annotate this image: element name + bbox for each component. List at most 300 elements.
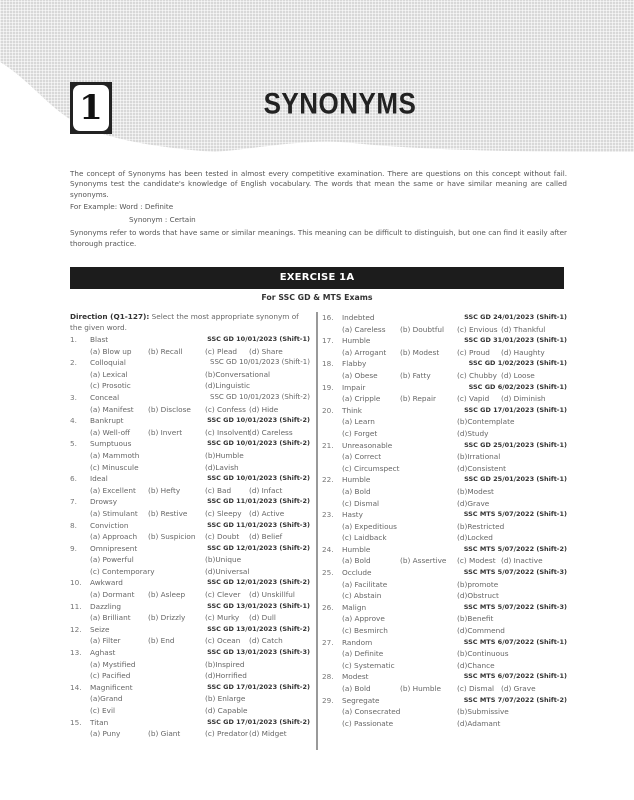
answer-option: (a) Expeditious [342, 521, 397, 531]
answer-option: (d) Haughty [501, 347, 545, 357]
question-source: SSC GD 10/01/2023 (Shift-2) [207, 439, 310, 448]
question-item [70, 717, 310, 740]
answer-option: (b) Drizzly [148, 613, 186, 623]
answer-options [322, 579, 567, 602]
question-list-right [322, 312, 567, 729]
question-number: 4. [70, 416, 77, 426]
answer-option: (c) Sleepy [205, 508, 242, 518]
questions-column-left [70, 312, 310, 740]
answer-option: (b) Suspicion [148, 532, 196, 542]
answer-option: (a) Learn [342, 417, 375, 427]
question-number: 13. [70, 648, 82, 658]
question-word: Hasty [342, 510, 363, 520]
question-header [322, 335, 567, 347]
question-number: 1. [70, 335, 77, 344]
question-header [70, 438, 310, 450]
answer-option: (a) Consecrated [342, 707, 401, 717]
question-item [70, 392, 310, 415]
answer-options [70, 404, 310, 416]
answer-option: (c) Pacified [90, 671, 131, 681]
answer-option: (b)Irrational [457, 452, 501, 462]
question-item [70, 415, 310, 438]
answer-option: (d)Obstruct [457, 591, 499, 601]
question-word: Ideal [90, 474, 108, 484]
answer-option: (c) Bad [205, 485, 232, 495]
question-number: 3. [70, 392, 77, 402]
answer-option: (d) Inactive [501, 556, 543, 566]
question-item [322, 567, 567, 602]
answer-option: (d) Loose [501, 370, 535, 380]
question-header [322, 544, 567, 556]
question-word: Awkward [90, 578, 123, 588]
answer-option: (d)Grave [457, 498, 490, 508]
question-source: SSC GD 13/01/2023 (Shift-3) [207, 648, 310, 657]
question-number: 26. [322, 602, 334, 612]
answer-option: (c) Plead [205, 346, 238, 356]
answer-option: (a) Mammoth [90, 450, 140, 460]
question-source: SSC GD 1/02/2023 (Shift-1) [468, 359, 567, 368]
question-item [322, 312, 567, 335]
answer-option: (b) Disclose [148, 404, 191, 414]
question-header [322, 567, 567, 579]
question-header [70, 717, 310, 729]
example-word: For Example: Word : Definite [70, 201, 174, 211]
question-word: Seize [90, 624, 110, 634]
answer-options [322, 706, 567, 729]
question-item [322, 358, 567, 381]
question-item [70, 496, 310, 519]
question-source: SSC GD 10/01/2023 (Shift-2) [210, 392, 310, 401]
answer-option: (c) Besmirch [342, 626, 388, 636]
answer-options [70, 589, 310, 601]
answer-option: (c) Confess [205, 404, 246, 414]
question-number: 21. [322, 440, 334, 450]
answer-option: (b)Inspired [205, 659, 245, 669]
answer-option: (c) Minuscule [90, 462, 139, 472]
question-list-left [70, 334, 310, 740]
answer-option: (c) Laidback [342, 533, 387, 543]
question-header [322, 602, 567, 614]
answer-option: (d) Share [249, 346, 283, 356]
answer-option: (b)promote [457, 579, 499, 589]
answer-options [322, 555, 567, 567]
answer-option: (d) Midget [249, 729, 287, 739]
answer-option: (c) Circumspect [342, 463, 400, 473]
answer-options [322, 648, 567, 671]
question-number: 15. [70, 717, 82, 727]
question-item [70, 624, 310, 647]
answer-option: (a) Approve [342, 614, 385, 624]
answer-option: (b) Hefty [148, 485, 181, 495]
question-source: SSC GD 10/01/2023 (Shift-2) [207, 474, 310, 483]
exercise-subtitle: For SSC GD & MTS Exams [261, 293, 373, 302]
question-word: Occlude [342, 568, 372, 578]
answer-option: (c) Modest [457, 556, 496, 566]
answer-option: (a) Approach [90, 532, 138, 542]
exercise-title-bar: EXERCISE 1A [70, 267, 564, 289]
question-word: Magnificent [90, 682, 133, 692]
answer-option: (b) Enlarge [205, 694, 246, 704]
question-word: Malign [342, 602, 367, 612]
question-item [322, 637, 567, 672]
answer-option: (c) Abstain [342, 591, 382, 601]
answer-option: (a) Cripple [342, 394, 381, 404]
answer-option: (b) Modest [400, 347, 440, 357]
answer-option: (b) Asleep [148, 590, 186, 600]
answer-option: (d) Thankful [501, 324, 546, 334]
answer-option: (d) Infact [249, 485, 283, 495]
question-number: 20. [322, 405, 334, 415]
answer-option: (b) Restive [148, 508, 188, 518]
answer-option: (c) Passionate [342, 718, 394, 728]
answer-option: (a) Bold [342, 684, 371, 693]
question-word: Impair [342, 382, 366, 392]
answer-option: (d)Study [457, 428, 489, 438]
question-number: 11. [70, 601, 82, 611]
question-word: Humble [342, 336, 371, 346]
answer-option: (d) Diminish [501, 394, 546, 404]
question-source: SSC GD 17/01/2023 (Shift-2) [207, 682, 310, 691]
answer-option: (c) Vapid [457, 394, 490, 404]
question-item [322, 544, 567, 567]
question-source: SSC MTS 6/07/2022 (Shift-1) [463, 637, 567, 646]
question-source: SSC GD 10/01/2023 (Shift-1) [210, 358, 310, 367]
question-item [322, 440, 567, 475]
answer-option: (b)Benefit [457, 614, 494, 624]
answer-option: (c) Evil [90, 706, 116, 715]
answer-option: (a) Facilitate [342, 579, 388, 589]
answer-option: (a) Manifest [90, 404, 134, 414]
answer-option: (c) Ocean [205, 636, 241, 646]
answer-options [322, 486, 567, 509]
answer-options [322, 613, 567, 636]
answer-option: (b) Humble [400, 684, 442, 693]
answer-option: (d) Hide [249, 404, 279, 414]
question-header [70, 520, 310, 532]
question-item [70, 543, 310, 578]
answer-option: (c) Systematic [342, 660, 395, 670]
answer-option: (b) Assertive [400, 556, 447, 566]
answer-option: (b)Conversational [205, 369, 271, 379]
answer-option: (d) Active [249, 508, 285, 518]
answer-options [70, 693, 310, 716]
question-item [70, 438, 310, 473]
answer-options [322, 451, 567, 474]
answer-option: (a) Bold [342, 486, 371, 496]
question-source: SSC GD 10/01/2023 (Shift-2) [207, 416, 310, 425]
question-item [322, 671, 567, 694]
answer-option: (d) Catch [249, 636, 283, 646]
column-divider [316, 312, 318, 750]
question-header [322, 440, 567, 452]
question-word: Colloquial [90, 358, 126, 368]
question-number: 5. [70, 439, 77, 449]
answer-option: (b)Submissive [457, 707, 509, 717]
question-word: Aghast [90, 648, 116, 658]
answer-options [322, 347, 567, 359]
answer-option: (b)Continuous [457, 649, 509, 659]
answer-options [70, 346, 310, 358]
answer-option: (d) Dull [249, 613, 276, 623]
question-item [322, 335, 567, 358]
direction-label: Direction (Q1-127): [70, 312, 150, 321]
question-source: SSC GD 10/01/2023 (Shift-1) [207, 335, 310, 343]
question-header [322, 312, 567, 324]
answer-options [70, 659, 310, 682]
question-source: SSC GD 11/01/2023 (Shift-3) [207, 520, 310, 529]
question-number: 8. [70, 520, 77, 530]
question-source: SSC GD 12/01/2023 (Shift-2) [207, 578, 310, 587]
answer-option: (b) Fatty [400, 370, 431, 380]
answer-option: (a) Correct [342, 452, 382, 462]
question-header [322, 695, 567, 707]
question-header [70, 496, 310, 508]
direction-body: Select the most appropriate synonym of the given word. [70, 312, 299, 332]
question-item [322, 509, 567, 544]
question-number: 23. [322, 510, 334, 520]
question-number: 25. [322, 568, 334, 578]
question-source: SSC GD 25/01/2023 (Shift-1) [464, 475, 567, 484]
answer-options [322, 324, 567, 336]
answer-option: (a) Puny [90, 729, 121, 739]
answer-option: (c) Insolvent [205, 427, 251, 437]
question-word: Flabby [342, 359, 367, 369]
answer-options [70, 635, 310, 647]
question-word: Dazzling [90, 601, 122, 611]
question-item [322, 474, 567, 509]
answer-option: (d)Consistent [457, 463, 506, 473]
question-source: SSC MTS 5/07/2022 (Shift-3) [463, 568, 567, 577]
question-header [70, 577, 310, 589]
question-item [322, 695, 567, 730]
question-item [322, 602, 567, 637]
answer-option: (b)Humble [205, 450, 244, 460]
question-header [322, 474, 567, 486]
answer-option: (c) Forget [342, 428, 378, 438]
intro-paragraph-2: Synonyms refer to words that have same or similar meanings. This meaning can be difficult to distinguish, but one can find it easily after thorough practice. [70, 228, 567, 248]
question-number: 14. [70, 682, 82, 692]
answer-options [70, 728, 310, 740]
question-item [70, 357, 310, 392]
question-header [322, 637, 567, 649]
question-word: Humble [342, 475, 371, 485]
answer-option: (a) Careless [342, 324, 386, 334]
question-number: 9. [70, 543, 77, 553]
question-header [70, 543, 310, 555]
answer-option: (a) Bold [342, 556, 371, 566]
question-word: Random [342, 637, 373, 647]
chapter-title: SYNONYMS [263, 85, 417, 121]
question-header [70, 415, 310, 427]
answer-options [70, 508, 310, 520]
question-source: SSC MTS 6/07/2022 (Shift-1) [463, 672, 567, 681]
question-source: SSC GD 25/01/2023 (Shift-1) [464, 440, 567, 449]
answer-option: (d) Grave [501, 684, 536, 693]
question-source: SSC MTS 5/07/2022 (Shift-2) [463, 544, 567, 553]
answer-option: (b)Unique [205, 555, 242, 565]
question-source: SSC GD 31/01/2023 (Shift-1) [464, 336, 567, 345]
question-word: Titan [90, 717, 109, 727]
answer-option: (b) End [148, 636, 175, 646]
example-synonym: Synonym : Certain [129, 215, 196, 225]
question-header [70, 392, 310, 404]
question-header [322, 405, 567, 417]
question-source: SSC GD 13/01/2023 (Shift-1) [207, 601, 310, 610]
answer-options [70, 427, 310, 439]
question-number: 18. [322, 359, 334, 369]
answer-option: (a) Powerful [90, 555, 134, 565]
question-number: 16. [322, 313, 334, 322]
answer-option: (a) Blow up [90, 346, 132, 356]
answer-option: (c) Clever [205, 590, 241, 600]
answer-option: (d)Chance [457, 660, 495, 670]
question-number: 27. [322, 637, 334, 647]
answer-option: (c) Chubby [457, 370, 497, 380]
question-header [322, 509, 567, 521]
question-word: Indebted [342, 313, 375, 322]
answer-option: (b) Repair [400, 394, 437, 404]
answer-option: (a) Obese [342, 370, 378, 380]
answer-option: (b) Recall [148, 346, 183, 356]
answer-options [70, 531, 310, 543]
answer-options [70, 369, 310, 392]
question-word: Conviction [90, 520, 129, 530]
question-number: 24. [322, 544, 334, 554]
question-word: Unreasonable [342, 440, 393, 450]
answer-option: (b) Giant [148, 729, 181, 739]
question-word: Drowsy [90, 497, 118, 507]
answer-options [322, 683, 567, 695]
question-source: SSC MTS 5/07/2022 (Shift-3) [463, 602, 567, 611]
answer-option: (a) Arrogant [342, 347, 387, 357]
answer-option: (d)Locked [457, 533, 493, 543]
question-word: Think [342, 405, 362, 415]
answer-option: (a) Brilliant [90, 613, 131, 623]
answer-option: (c) Dismal [342, 498, 380, 508]
answer-option: (a) Mystified [90, 659, 136, 669]
question-source: SSC MTS 5/07/2022 (Shift-1) [463, 510, 567, 519]
answer-option: (a) Definite [342, 649, 384, 659]
question-number: 28. [322, 672, 334, 682]
question-header [70, 473, 310, 485]
answer-option: (b)Modest [457, 486, 494, 496]
question-number: 2. [70, 358, 77, 368]
answer-option: (d)Adamant [457, 718, 501, 728]
question-number: 22. [322, 475, 334, 485]
question-word: Bankrupt [90, 416, 124, 426]
question-header [70, 647, 310, 659]
question-header [322, 382, 567, 394]
answer-option: (d)Linguistic [205, 381, 251, 391]
answer-option: (a) Lexical [90, 369, 128, 379]
question-source: SSC MTS 7/07/2022 (Shift-2) [463, 695, 567, 704]
question-item [322, 405, 567, 440]
question-item [70, 577, 310, 600]
question-header [70, 601, 310, 613]
question-source: SSC GD 13/01/2023 (Shift-2) [207, 624, 310, 633]
intro-section [70, 169, 567, 251]
answer-option: (c) Murky [205, 613, 240, 623]
answer-options [322, 521, 567, 544]
intro-paragraph-1: The concept of Synonyms has been tested in almost every competitive examination. There are questions on this concept without fail. Synonyms test the candidate's knowledge of English vocabulary. The words that mean the same or have similar meaning are called synonyms. [70, 169, 567, 199]
answer-option: (a) Excellent [90, 485, 136, 495]
answer-option: (d)Universal [205, 566, 250, 576]
answer-option: (d)Commend [457, 626, 505, 636]
question-header [70, 334, 310, 346]
question-header [70, 357, 310, 369]
question-number: 29. [322, 695, 334, 705]
answer-options [70, 554, 310, 577]
direction-text [70, 312, 310, 333]
question-word: Segregate [342, 695, 380, 705]
question-number: 17. [322, 336, 334, 346]
answer-option: (d)Horrified [205, 671, 247, 681]
answer-option: (b)Restricted [457, 521, 505, 531]
question-header [322, 671, 567, 683]
question-item [322, 382, 567, 405]
question-word: Sumptuous [90, 439, 132, 449]
answer-options [70, 485, 310, 497]
question-item [70, 601, 310, 624]
answer-option: (c) Prosotic [90, 381, 131, 391]
question-number: 6. [70, 474, 77, 484]
question-item [70, 334, 310, 357]
answer-options [322, 370, 567, 382]
chapter-number-badge [70, 82, 112, 134]
question-number: 7. [70, 497, 77, 507]
answer-option: (c) Envious [457, 324, 498, 334]
question-word: Omnipresent [90, 543, 138, 553]
question-header [322, 358, 567, 370]
question-word: Humble [342, 544, 371, 554]
answer-option: (d)Lavish [205, 462, 239, 472]
question-item [70, 647, 310, 682]
question-number: 19. [322, 382, 334, 392]
answer-option: (d) Unskillful [249, 590, 295, 600]
answer-option: (d) Capable [205, 706, 248, 715]
question-source: SSC GD 17/01/2023 (Shift-2) [207, 717, 310, 726]
answer-option: (a) Stimulant [90, 508, 138, 518]
question-word: Modest [342, 672, 369, 682]
chapter-number: 1 [73, 85, 109, 131]
answer-option: (c) Doubt [205, 532, 240, 542]
answer-option: (a) Dormant [90, 590, 135, 600]
questions-column-right [322, 312, 567, 729]
question-source: SSC GD 12/01/2023 (Shift-2) [207, 543, 310, 552]
question-item [70, 682, 310, 717]
answer-option: (a) Well-off [90, 427, 131, 437]
question-source: SSC GD 6/02/2023 (Shift-1) [468, 382, 567, 391]
answer-options [322, 416, 567, 439]
answer-options [70, 450, 310, 473]
question-item [70, 520, 310, 543]
answer-option: (b) Invert [148, 427, 183, 437]
answer-option: (a)Grand [90, 694, 123, 704]
question-header [70, 682, 310, 694]
question-source: SSC GD 24/01/2023 (Shift-1) [464, 313, 567, 321]
answer-options [70, 612, 310, 624]
answer-option: (b)Contemplate [457, 417, 515, 427]
question-header [70, 624, 310, 636]
answer-options [322, 393, 567, 405]
question-source: SSC GD 11/01/2023 (Shift-2) [207, 497, 310, 506]
answer-option: (c) Predator [205, 729, 249, 739]
question-item [70, 473, 310, 496]
question-word: Blast [90, 335, 109, 344]
answer-option: (c) Proud [457, 347, 490, 357]
answer-option: (a) Filter [90, 636, 121, 646]
answer-option: (b) Doubtful [400, 324, 445, 334]
